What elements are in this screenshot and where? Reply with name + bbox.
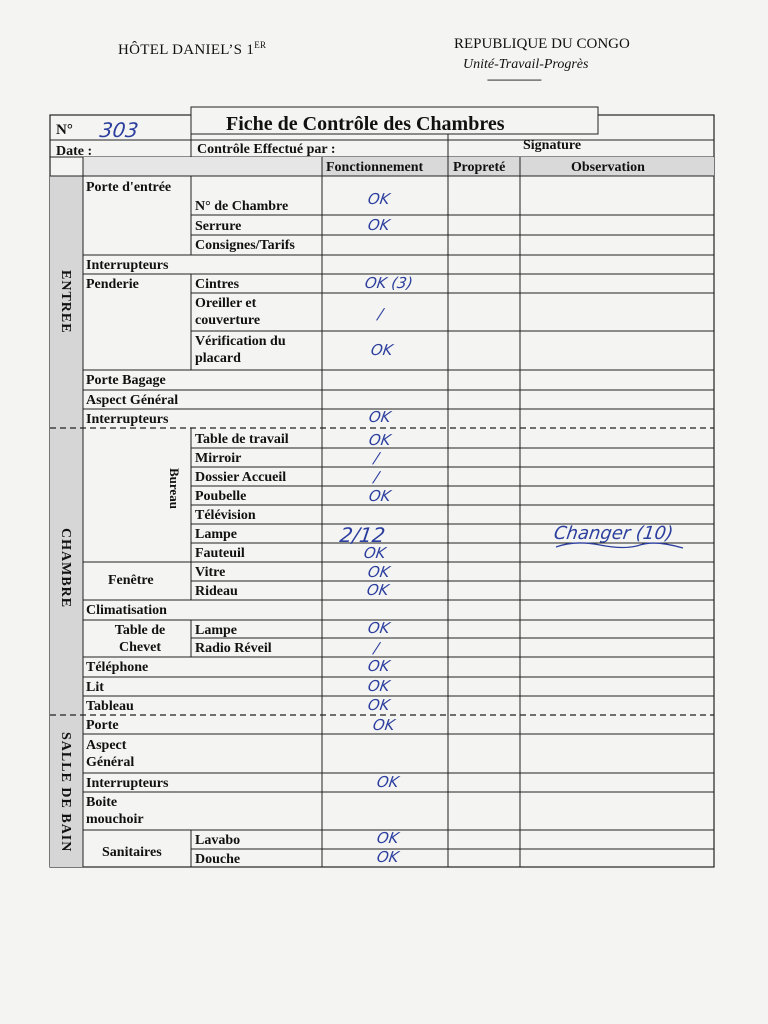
fonctionnement-value: OK: [366, 657, 391, 675]
row-label: Consignes/Tarifs: [195, 238, 295, 253]
signature-label: Signature: [523, 138, 582, 153]
fonctionnement-value: OK: [366, 696, 391, 714]
group-table-chevet: Table de Chevet: [114, 623, 166, 655]
fonctionnement-value: OK: [375, 829, 400, 847]
row-label: Lavabo: [195, 833, 241, 848]
row-label: Rideau: [195, 584, 238, 599]
row-label: Aspect Général: [86, 393, 179, 408]
country-name: REPUBLIQUE DU CONGO: [454, 36, 630, 52]
row-label: Interrupteurs: [86, 412, 169, 427]
row-label: Radio Réveil: [195, 641, 272, 656]
section-chambre: CHAMBRE: [58, 528, 73, 609]
column-fonctionnement: Fonctionnement: [326, 160, 424, 175]
row-label: Douche: [195, 852, 241, 867]
group-bureau: Bureau: [167, 468, 182, 509]
fonctionnement-value: OK: [366, 216, 391, 234]
row-label: N° de Chambre: [195, 199, 289, 214]
hotel-name: HÔTEL DANIEL’S 1ER: [118, 40, 267, 58]
row-label: Boite mouchoir: [86, 795, 144, 827]
fonctionnement-value: /: [372, 639, 381, 657]
row-label: Porte Bagage: [86, 373, 166, 388]
group-fenetre: Fenêtre: [108, 573, 154, 588]
fonctionnement-value: OK: [367, 431, 392, 449]
row-label: Vérification du placard: [195, 334, 286, 366]
group-interrupteurs: Interrupteurs: [86, 258, 169, 273]
row-label: Vitre: [195, 565, 226, 580]
section-salle-de-bain: SALLE DE BAIN: [58, 732, 73, 853]
row-label: Interrupteurs: [86, 776, 169, 791]
fonctionnement-value: 2/12: [338, 523, 387, 547]
fonctionnement-value: OK: [365, 581, 390, 599]
row-label: Mirroir: [195, 451, 242, 466]
fonctionnement-value: OK: [366, 677, 391, 695]
control-label: Contrôle Effectué par :: [197, 142, 336, 157]
number-label: N°: [56, 122, 73, 138]
observation-value: Changer (10): [552, 523, 675, 544]
fonctionnement-value: OK: [369, 341, 394, 359]
fonctionnement-value: /: [376, 305, 385, 323]
country-motto: Unité-Travail-Progrès: [463, 57, 589, 72]
row-label: Dossier Accueil: [195, 470, 287, 485]
fonctionnement-value: OK: [366, 619, 391, 637]
fonctionnement-value: /: [372, 468, 381, 486]
column-observation: Observation: [571, 160, 645, 175]
fonctionnement-value: OK: [362, 544, 387, 562]
group-sanitaires: Sanitaires: [102, 845, 162, 860]
fonctionnement-value: OK: [375, 773, 400, 791]
fonctionnement-value: OK: [366, 190, 391, 208]
row-label: Lampe: [195, 527, 237, 542]
row-label: Table de travail: [195, 432, 289, 447]
row-label: Cintres: [195, 277, 240, 292]
form-title: Fiche de Contrôle des Chambres: [226, 113, 505, 135]
date-label: Date :: [56, 144, 93, 159]
row-label: Climatisation: [86, 603, 167, 618]
fonctionnement-value: OK: [367, 487, 392, 505]
row-label: Tableau: [86, 699, 134, 714]
section-entree: ENTREE: [58, 270, 73, 334]
fonctionnement-value: /: [372, 449, 381, 467]
fonctionnement-value: OK (3): [363, 274, 414, 292]
row-label: Poubelle: [195, 489, 247, 504]
group-porte-entree: Porte d'entrée: [86, 180, 172, 195]
row-label: Lampe: [195, 623, 237, 638]
row-label: Oreiller et couverture: [195, 296, 261, 328]
fonctionnement-value: OK: [371, 716, 396, 734]
row-label: Serrure: [195, 219, 242, 234]
row-label: Fauteuil: [195, 546, 245, 561]
fonctionnement-value: OK: [367, 408, 392, 426]
row-label: Aspect Général: [86, 738, 135, 770]
motto-dashes: ------------------: [487, 72, 541, 86]
fonctionnement-value: OK: [366, 563, 391, 581]
row-label: Lit: [86, 680, 104, 695]
row-label: Téléphone: [86, 660, 149, 675]
room-number-value: 303: [98, 118, 140, 142]
group-penderie: Penderie: [86, 277, 139, 292]
row-label: Télévision: [195, 508, 256, 523]
column-proprete: Propreté: [453, 160, 506, 175]
fonctionnement-value: OK: [375, 848, 400, 866]
row-label: Porte: [86, 718, 119, 733]
